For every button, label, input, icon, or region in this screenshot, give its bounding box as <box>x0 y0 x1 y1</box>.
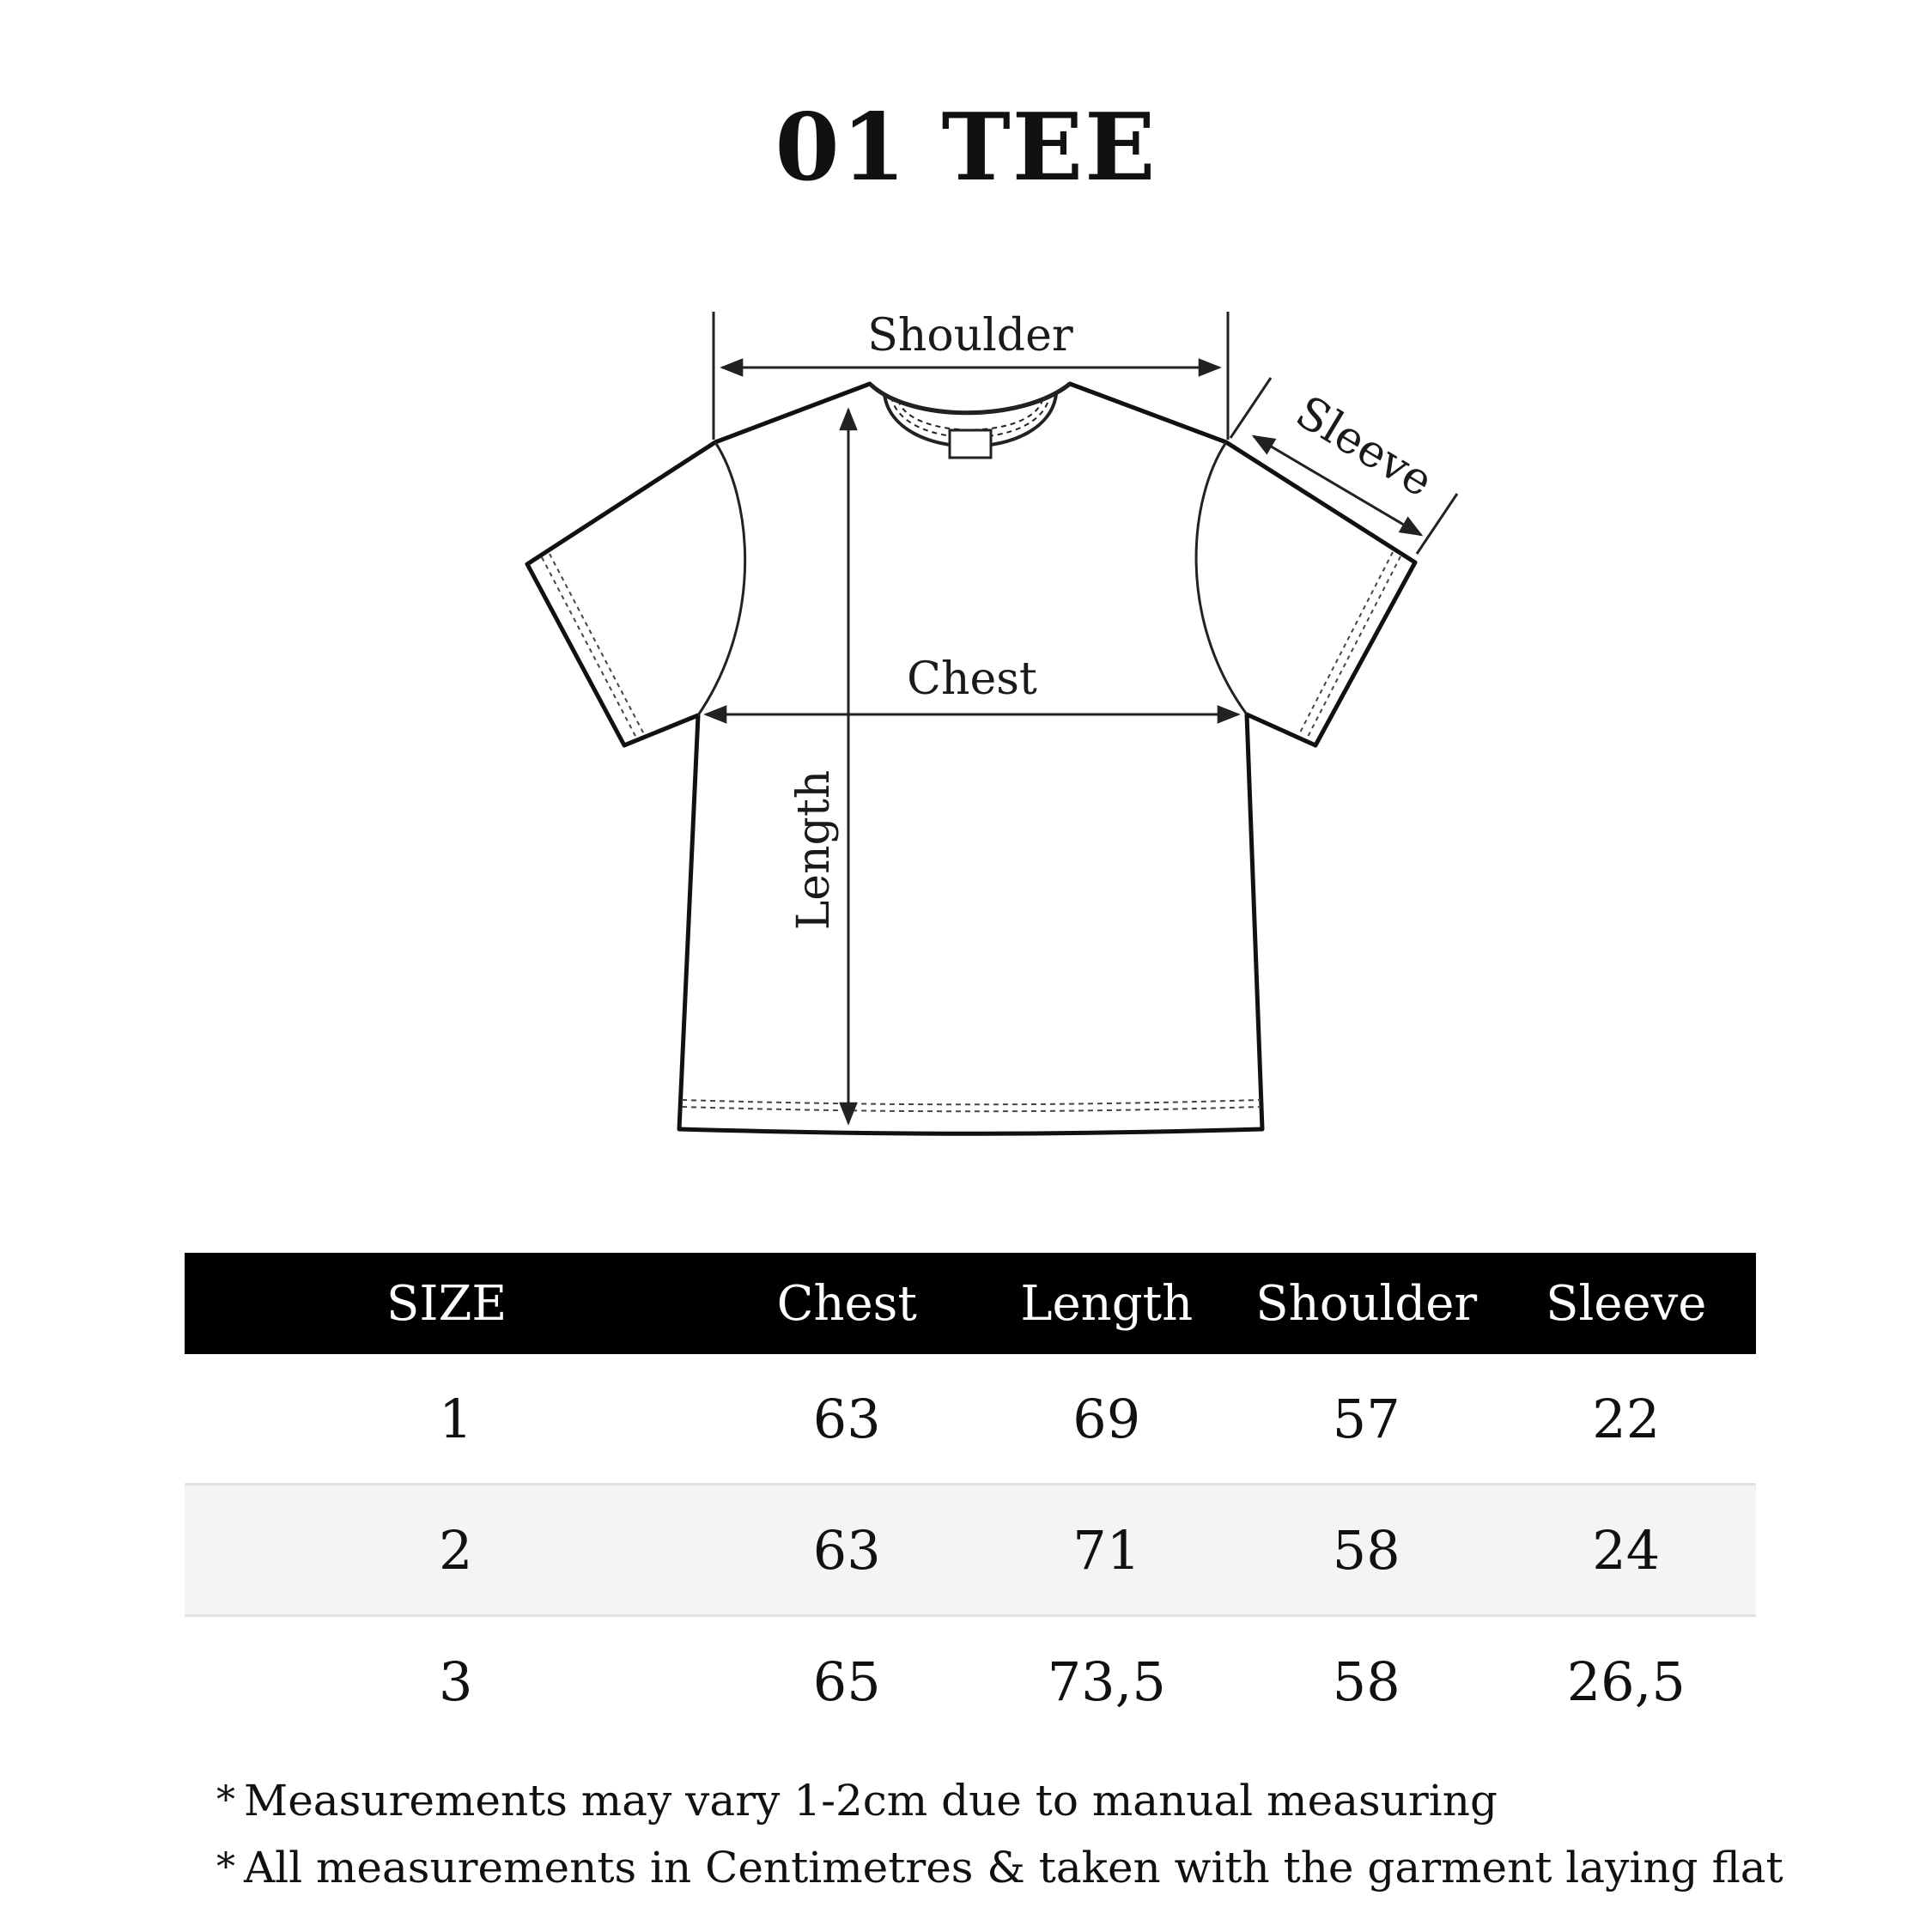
header-chest: Chest <box>717 1253 977 1354</box>
cell-shoulder: 58 <box>1236 1485 1497 1616</box>
cell-sleeve: 22 <box>1592 1387 1661 1450</box>
cell-shoulder: 57 <box>1332 1387 1400 1450</box>
table-row <box>185 1354 1756 1485</box>
cell-chest: 63 <box>812 1387 881 1450</box>
table-row <box>185 1616 1756 1747</box>
asterisk-icon: * <box>216 1778 235 1822</box>
cell-size: 3 <box>185 1616 717 1747</box>
header-length: Length <box>977 1253 1237 1354</box>
measurement-notes <box>216 1767 1848 1901</box>
size-table <box>185 1253 1756 1746</box>
cell-sleeve: 24 <box>1497 1485 1757 1616</box>
chest-label: Chest <box>907 653 1037 705</box>
cell-shoulder: 58 <box>1236 1616 1497 1747</box>
table-header-row <box>185 1253 1756 1354</box>
length-label: Length <box>788 769 840 931</box>
sleeve-label: Sleeve <box>1286 386 1442 507</box>
table-row <box>185 1485 1756 1616</box>
note-item <box>216 1834 1848 1901</box>
cell-chest: 63 <box>717 1485 977 1616</box>
header-size: SIZE <box>185 1253 717 1354</box>
cell-chest: 65 <box>717 1616 977 1747</box>
shoulder-label: Shoulder <box>867 310 1073 361</box>
note-text: Measurements may vary 1-2cm due to manual measuring <box>244 1776 1498 1826</box>
cell-length: 69 <box>1072 1387 1141 1450</box>
cell-length: 73,5 <box>977 1616 1237 1747</box>
cell-length: 71 <box>977 1485 1237 1616</box>
cell-sleeve: 26,5 <box>1497 1616 1757 1747</box>
note-item <box>216 1767 1848 1834</box>
cell-size: 2 <box>185 1485 717 1616</box>
cell-size: 1 <box>439 1387 473 1450</box>
page-title: 01 TEE <box>775 94 1157 202</box>
header-sleeve: Sleeve <box>1497 1253 1757 1354</box>
header-shoulder: Shoulder <box>1236 1253 1497 1354</box>
note-text: All measurements in Centimetres & taken with the garment laying flat <box>244 1843 1783 1893</box>
neck-label <box>950 430 991 458</box>
asterisk-icon: * <box>216 1845 235 1889</box>
tee-outline <box>527 384 1415 1133</box>
